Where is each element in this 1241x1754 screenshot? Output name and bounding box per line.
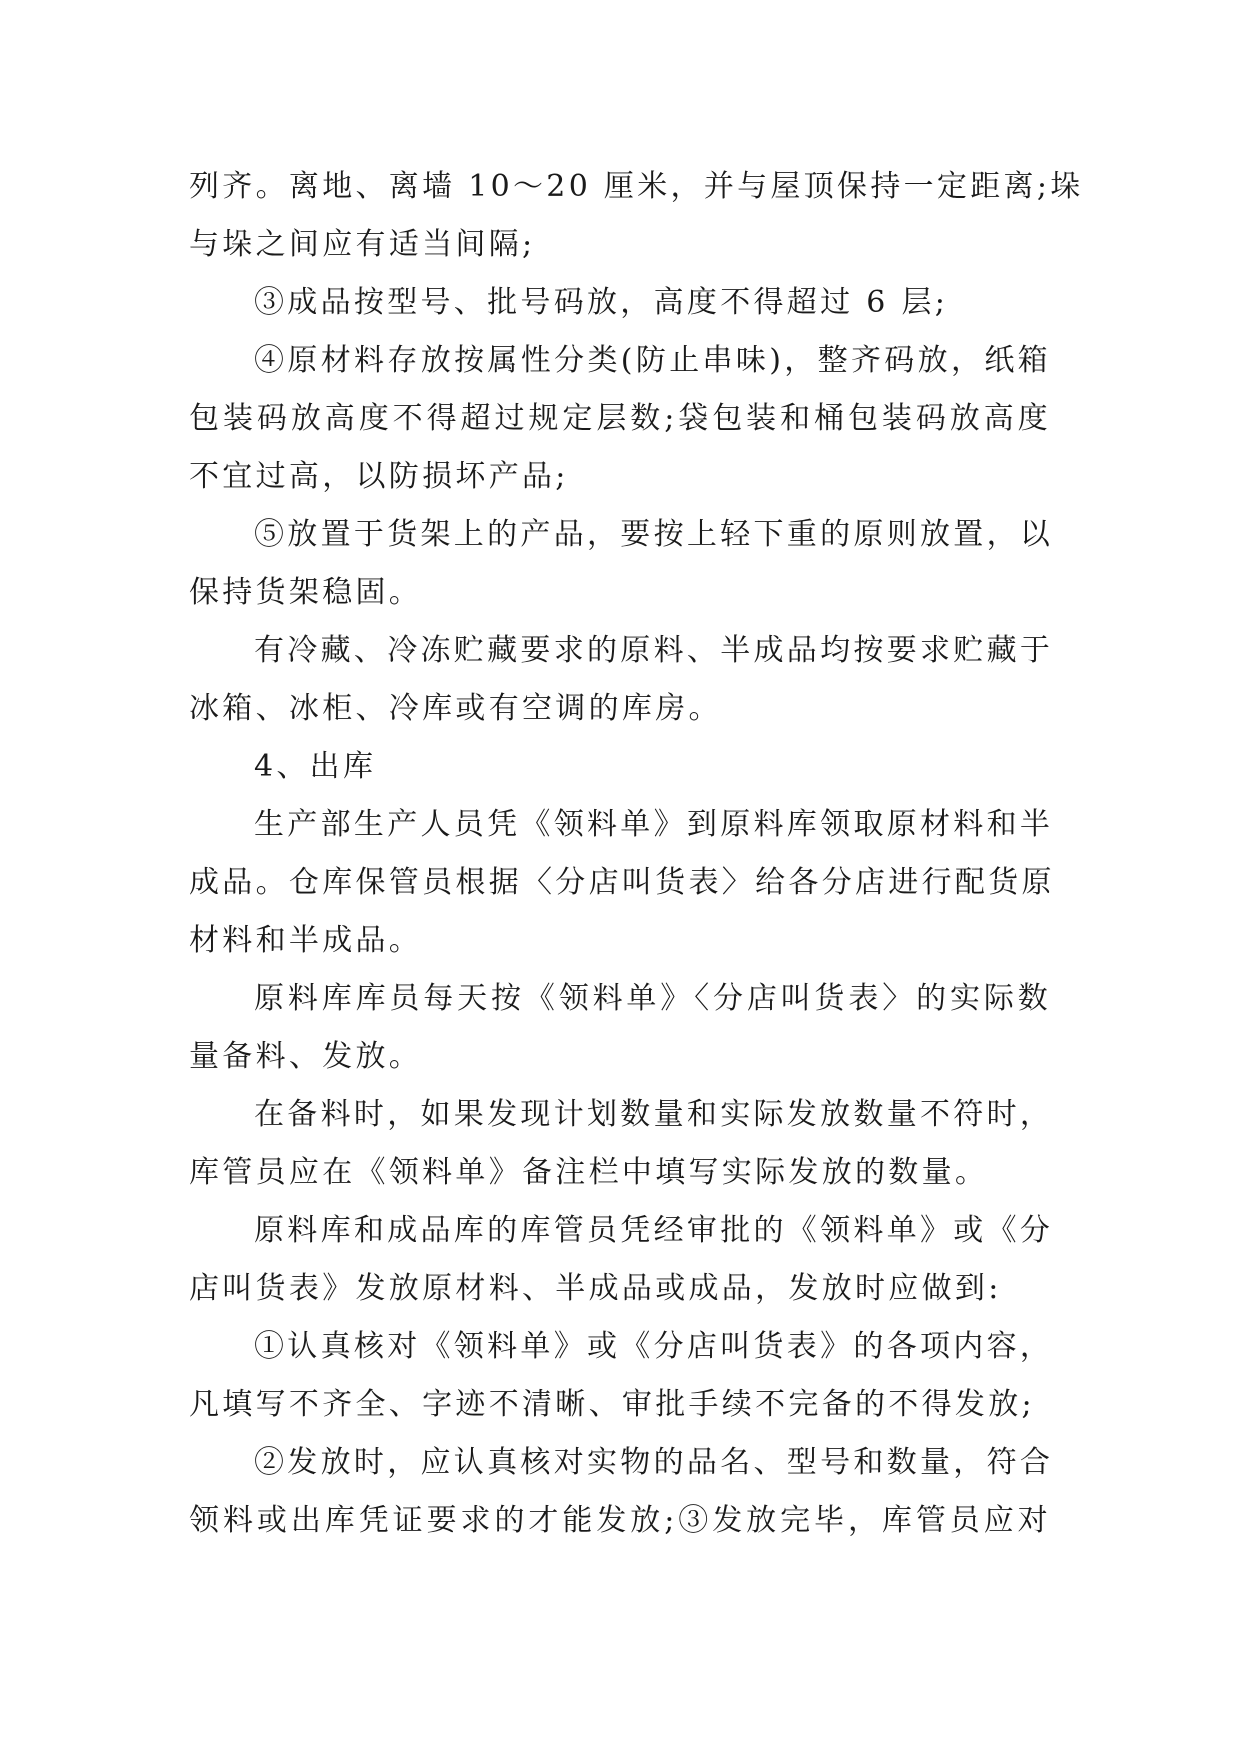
text-line: 库管员应在《领料单》备注栏中填写实际发放的数量。 bbox=[189, 1155, 989, 1190]
text-line: ①认真核对《领料单》或《分店叫货表》的各项内容， bbox=[254, 1329, 1054, 1364]
text-line: 列齐。离地、离墙 10～20 厘米，并与屋顶保持一定距离;垛 bbox=[189, 169, 1084, 204]
text-line: 冰箱、冰柜、冷库或有空调的库房。 bbox=[189, 691, 722, 726]
text-line: 包装码放高度不得超过规定层数;袋包装和桶包装码放高度 bbox=[189, 401, 1051, 436]
text-line: 凡填写不齐全、字迹不清晰、审批手续不完备的不得发放; bbox=[189, 1387, 1035, 1422]
text-line: ⑤放置于货架上的产品，要按上轻下重的原则放置，以 bbox=[254, 517, 1054, 552]
text-line: 店叫货表》发放原材料、半成品或成品，发放时应做到: bbox=[189, 1271, 1002, 1306]
document-body bbox=[189, 158, 1084, 1550]
text-line: 材料和半成品。 bbox=[189, 923, 423, 958]
text-line: 原料库库员每天按《领料单》〈分店叫货表〉的实际数 bbox=[254, 981, 1051, 1016]
text-line: 成品。仓库保管员根据〈分店叫货表〉给各分店进行配货原 bbox=[189, 865, 1055, 900]
text-line: 与垛之间应有适当间隔; bbox=[189, 227, 536, 262]
text-line: 量备料、发放。 bbox=[189, 1039, 423, 1074]
text-line: 原料库和成品库的库管员凭经审批的《领料单》或《分 bbox=[254, 1213, 1054, 1248]
text-line: 领料或出库凭证要求的才能发放;③发放完毕，库管员应对 bbox=[189, 1503, 1051, 1538]
text-line: 保持货架稳固。 bbox=[189, 575, 423, 610]
text-line: 4、出库 bbox=[254, 749, 377, 784]
text-line: 生产部生产人员凭《领料单》到原料库领取原材料和半 bbox=[254, 807, 1054, 842]
text-line: 不宜过高，以防损坏产品; bbox=[189, 459, 569, 494]
text-line: 有冷藏、冷冻贮藏要求的原料、半成品均按要求贮藏于 bbox=[254, 633, 1054, 668]
text-line: 在备料时，如果发现计划数量和实际发放数量不符时， bbox=[254, 1097, 1054, 1132]
text-line: ③成品按型号、批号码放，高度不得超过 6 层; bbox=[254, 285, 949, 320]
text-line: ④原材料存放按属性分类(防止串味)，整齐码放，纸箱 bbox=[254, 343, 1051, 378]
text-line: ②发放时，应认真核对实物的品名、型号和数量，符合 bbox=[254, 1445, 1054, 1480]
